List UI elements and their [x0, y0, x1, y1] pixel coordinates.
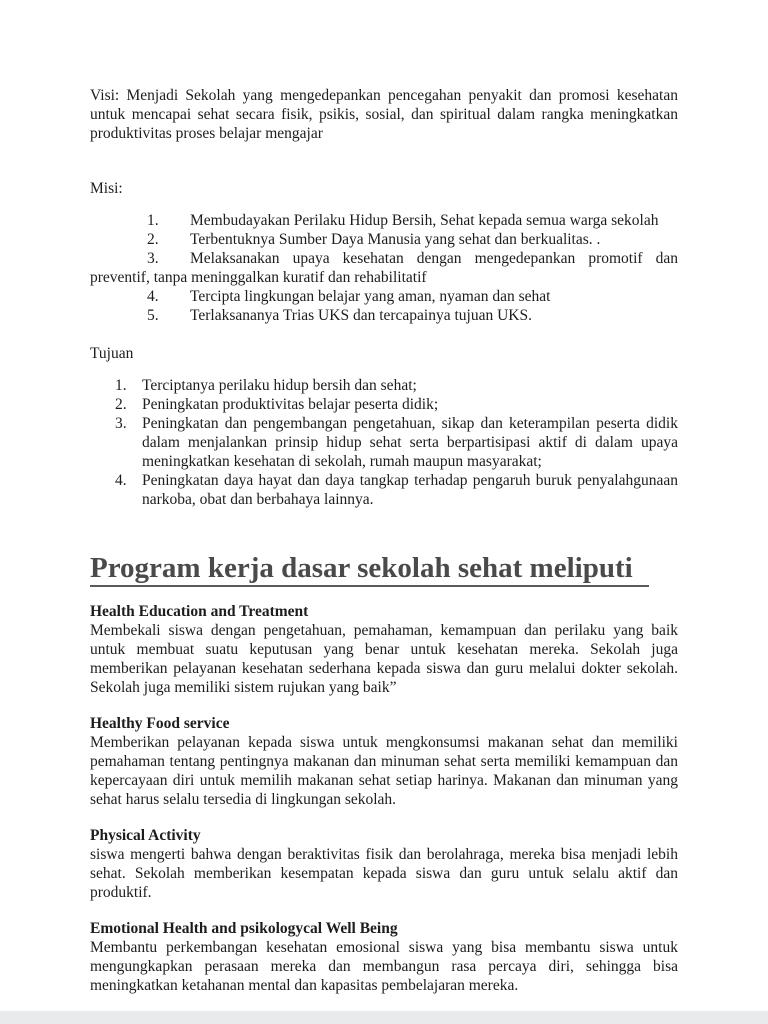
misi-item-text: Terlaksananya Trias UKS dan tercapainya tujuan UKS.: [190, 307, 532, 324]
list-number: 3.: [115, 415, 127, 432]
section-body-emotional-health: Membantu perkembangan kesehatan emosional siswa yang bisa membantu siswa untuk mengungkapkan perasaan mereka dan membangun rasa percaya diri, sehingga bisa meningkatkan ketahanan mental dan kapasitas pembelajaran mereka.: [90, 939, 678, 994]
list-number: 1.: [147, 212, 159, 229]
list-number: 4.: [115, 472, 127, 489]
misi-item-text: Tercipta lingkungan belajar yang aman, nyaman dan sehat: [190, 288, 551, 305]
misi-item: [90, 230, 678, 249]
list-number: 3.: [147, 250, 159, 267]
misi-item-text: Terbentuknya Sumber Daya Manusia yang sehat dan berkualitas. .: [190, 231, 601, 248]
tujuan-list: [90, 376, 678, 509]
misi-list: [90, 211, 678, 325]
tujuan-item-text: Peningkatan produktivitas belajar peserta didik;: [142, 396, 439, 413]
misi-item: [90, 249, 678, 287]
tujuan-item: [90, 376, 678, 395]
tujuan-label: Tujuan: [90, 345, 134, 362]
tujuan-item: [90, 414, 678, 471]
main-heading-text: Program kerja dasar sekolah sehat meliputi: [90, 552, 649, 587]
tujuan-item-text: Terciptanya perilaku hidup bersih dan sehat;: [142, 377, 417, 394]
section-body-physical-activity: siswa mengerti bahwa dengan beraktivitas fisik dan berolahraga, mereka bisa menjadi lebih sehat. Sekolah memberikan kesempatan kepada siswa dan guru untuk selalu aktif dan produktif.: [90, 846, 678, 901]
tujuan-item-text: Peningkatan daya hayat dan daya tangkap terhadap pengaruh buruk penyalahgunaan narkoba, obat dan berbahaya lainnya.: [142, 472, 678, 508]
misi-item: [90, 287, 678, 306]
section-title-emotional-health: Emotional Health and psikologycal Well Being: [90, 920, 398, 937]
section-body-health-education: Membekali siswa dengan pengetahuan, pemahaman, kemampuan dan perilaku yang baik untuk membuat suatu keputusan yang benar untuk kesehatan mereka. Sekolah juga memberikan pelayanan kesehatan sederhana kepada siswa dan guru melalui dokter sekolah. Sekolah juga memiliki sistem rujukan yang baik”: [90, 622, 678, 696]
tujuan-item: [90, 395, 678, 414]
list-number: 4.: [147, 288, 159, 305]
section-body-healthy-food: Memberikan pelayanan kepada siswa untuk mengkonsumsi makanan sehat dan memiliki pemahaman tentang pentingnya makanan dan minuman sehat serta memiliki kemampuan dan kepercayaan diri untuk memilih makanan sehat setiap harinya. Makanan dan minuman yang sehat harus selalu tersedia di lingkungan sekolah.: [90, 734, 678, 808]
section-title-physical-activity: Physical Activity: [90, 827, 201, 844]
list-number: 2.: [115, 396, 127, 413]
tujuan-item: [90, 471, 678, 509]
tujuan-item-text: Peningkatan dan pengembangan pengetahuan, sikap dan keterampilan peserta didik dalam menjalankan prinsip hidup sehat serta berpartisipasi aktif di dalam upaya meningkatkan kesehatan di sekolah, rumah maupun masyarakat;: [142, 415, 678, 470]
list-number: 5.: [147, 307, 159, 324]
misi-item-text: Membudayakan Perilaku Hidup Bersih, Sehat kepada semua warga sekolah: [190, 212, 659, 229]
misi-label: Misi:: [90, 180, 123, 197]
list-number: 1.: [115, 377, 127, 394]
misi-item: [90, 211, 678, 230]
misi-item: [90, 306, 678, 325]
page-bottom-edge: [0, 1011, 768, 1024]
section-title-health-education: Health Education and Treatment: [90, 603, 309, 620]
list-number: 2.: [147, 231, 159, 248]
misi-item-text: Melaksanakan upaya kesehatan dengan mengedepankan promotif dan preventif, tanpa meninggalkan kuratif dan rehabilitatif: [90, 250, 678, 286]
visi-paragraph: Visi: Menjadi Sekolah yang mengedepankan pencegahan penyakit dan promosi kesehatan untuk mencapai sehat secara fisik, psikis, sosial, dan spiritual dalam rangka meningkatkan produktivitas proses belajar mengajar: [90, 87, 678, 142]
main-heading: [90, 551, 678, 585]
section-title-healthy-food: Healthy Food service: [90, 715, 230, 732]
